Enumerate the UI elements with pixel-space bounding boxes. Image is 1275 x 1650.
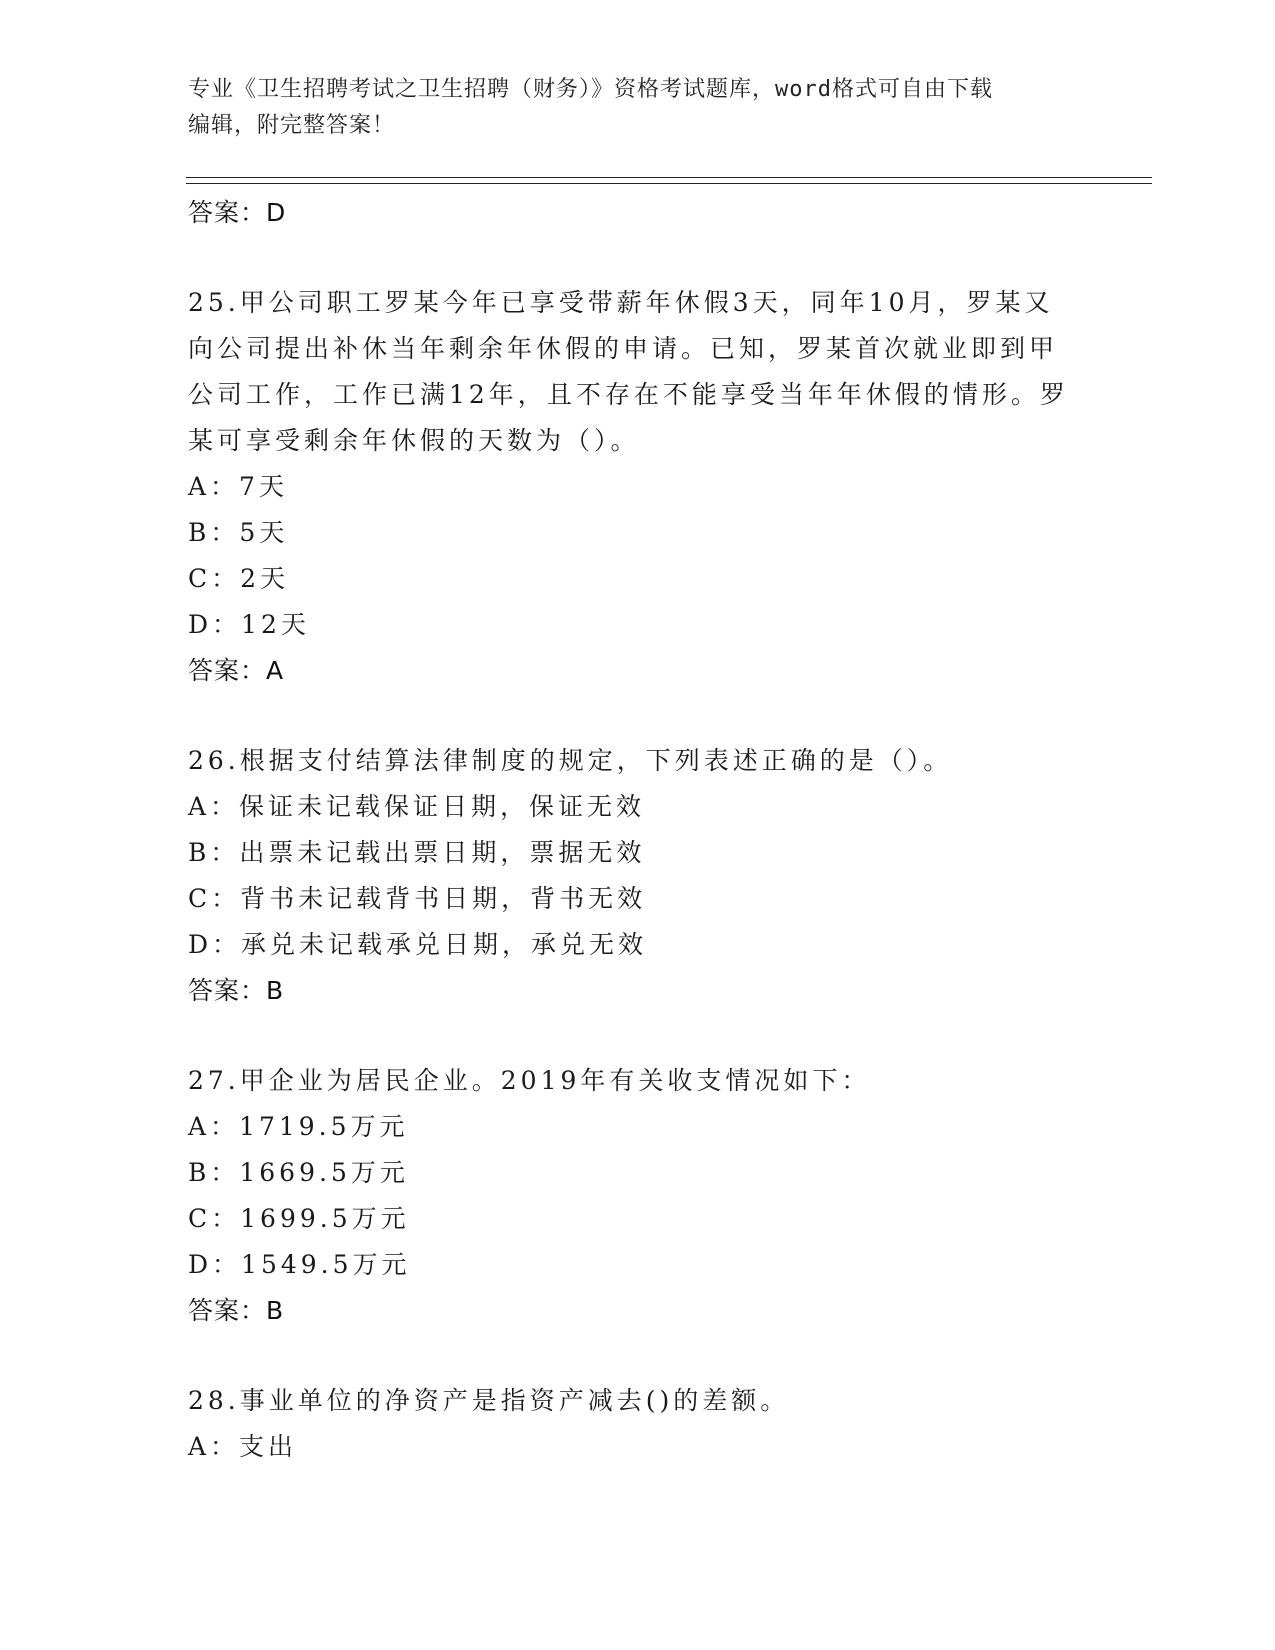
question-text-line: 25.甲公司职工罗某今年已享受带薪年休假3天，同年10月，罗某又 bbox=[188, 288, 1054, 317]
question-text-line: 某可享受剩余年休假的天数为（）。 bbox=[188, 426, 640, 455]
option-d: D：12天 bbox=[188, 610, 310, 639]
answer-label: 答案：D bbox=[188, 198, 287, 227]
option-d: D：1549.5万元 bbox=[188, 1250, 411, 1279]
document-header bbox=[188, 72, 1088, 144]
header-divider-top bbox=[186, 177, 1152, 178]
option-b: B：1669.5万元 bbox=[188, 1158, 409, 1187]
option-a: A：支出 bbox=[188, 1432, 298, 1461]
option-a: A：保证未记载保证日期，保证无效 bbox=[188, 792, 646, 821]
question-text-line: 26.根据支付结算法律制度的规定，下列表述正确的是（）。 bbox=[188, 746, 953, 775]
question-block bbox=[188, 280, 1088, 694]
option-c: C：1699.5万元 bbox=[188, 1204, 410, 1233]
question-block bbox=[188, 738, 1088, 1014]
answer-label: 答案：B bbox=[188, 976, 285, 1005]
question-text-line: 27.甲企业为居民企业。2019年有关收支情况如下： bbox=[188, 1066, 871, 1095]
option-b: B：出票未记载出票日期，票据无效 bbox=[188, 838, 646, 867]
answer-label: 答案：B bbox=[188, 1296, 285, 1325]
option-a: A：7天 bbox=[188, 472, 288, 501]
option-a: A：1719.5万元 bbox=[188, 1112, 409, 1141]
header-divider-bottom bbox=[186, 183, 1152, 184]
question-text-line: 向公司提出补休当年剩余年休假的申请。已知，罗某首次就业即到甲 bbox=[188, 334, 1059, 363]
option-b: B：5天 bbox=[188, 518, 289, 547]
option-c: C：2天 bbox=[188, 564, 290, 593]
question-block bbox=[188, 1378, 1088, 1470]
option-d: D：承兑未记载承兑日期，承兑无效 bbox=[188, 930, 648, 959]
question-text-line: 公司工作，工作已满12年，且不存在不能享受当年年休假的情形。罗 bbox=[188, 380, 1069, 409]
question-block bbox=[188, 1058, 1088, 1334]
option-c: C：背书未记载背书日期，背书无效 bbox=[188, 884, 647, 913]
question-text-line: 28.事业单位的净资产是指资产减去()的差额。 bbox=[188, 1386, 790, 1415]
header-line-2: 编辑，附完整答案！ bbox=[188, 113, 396, 138]
question-list bbox=[188, 190, 1088, 1470]
header-line-1: 专业《卫生招聘考试之卫生招聘（财务）》资格考试题库，word格式可自由下载 bbox=[188, 77, 993, 102]
answer-label: 答案：A bbox=[188, 656, 285, 685]
